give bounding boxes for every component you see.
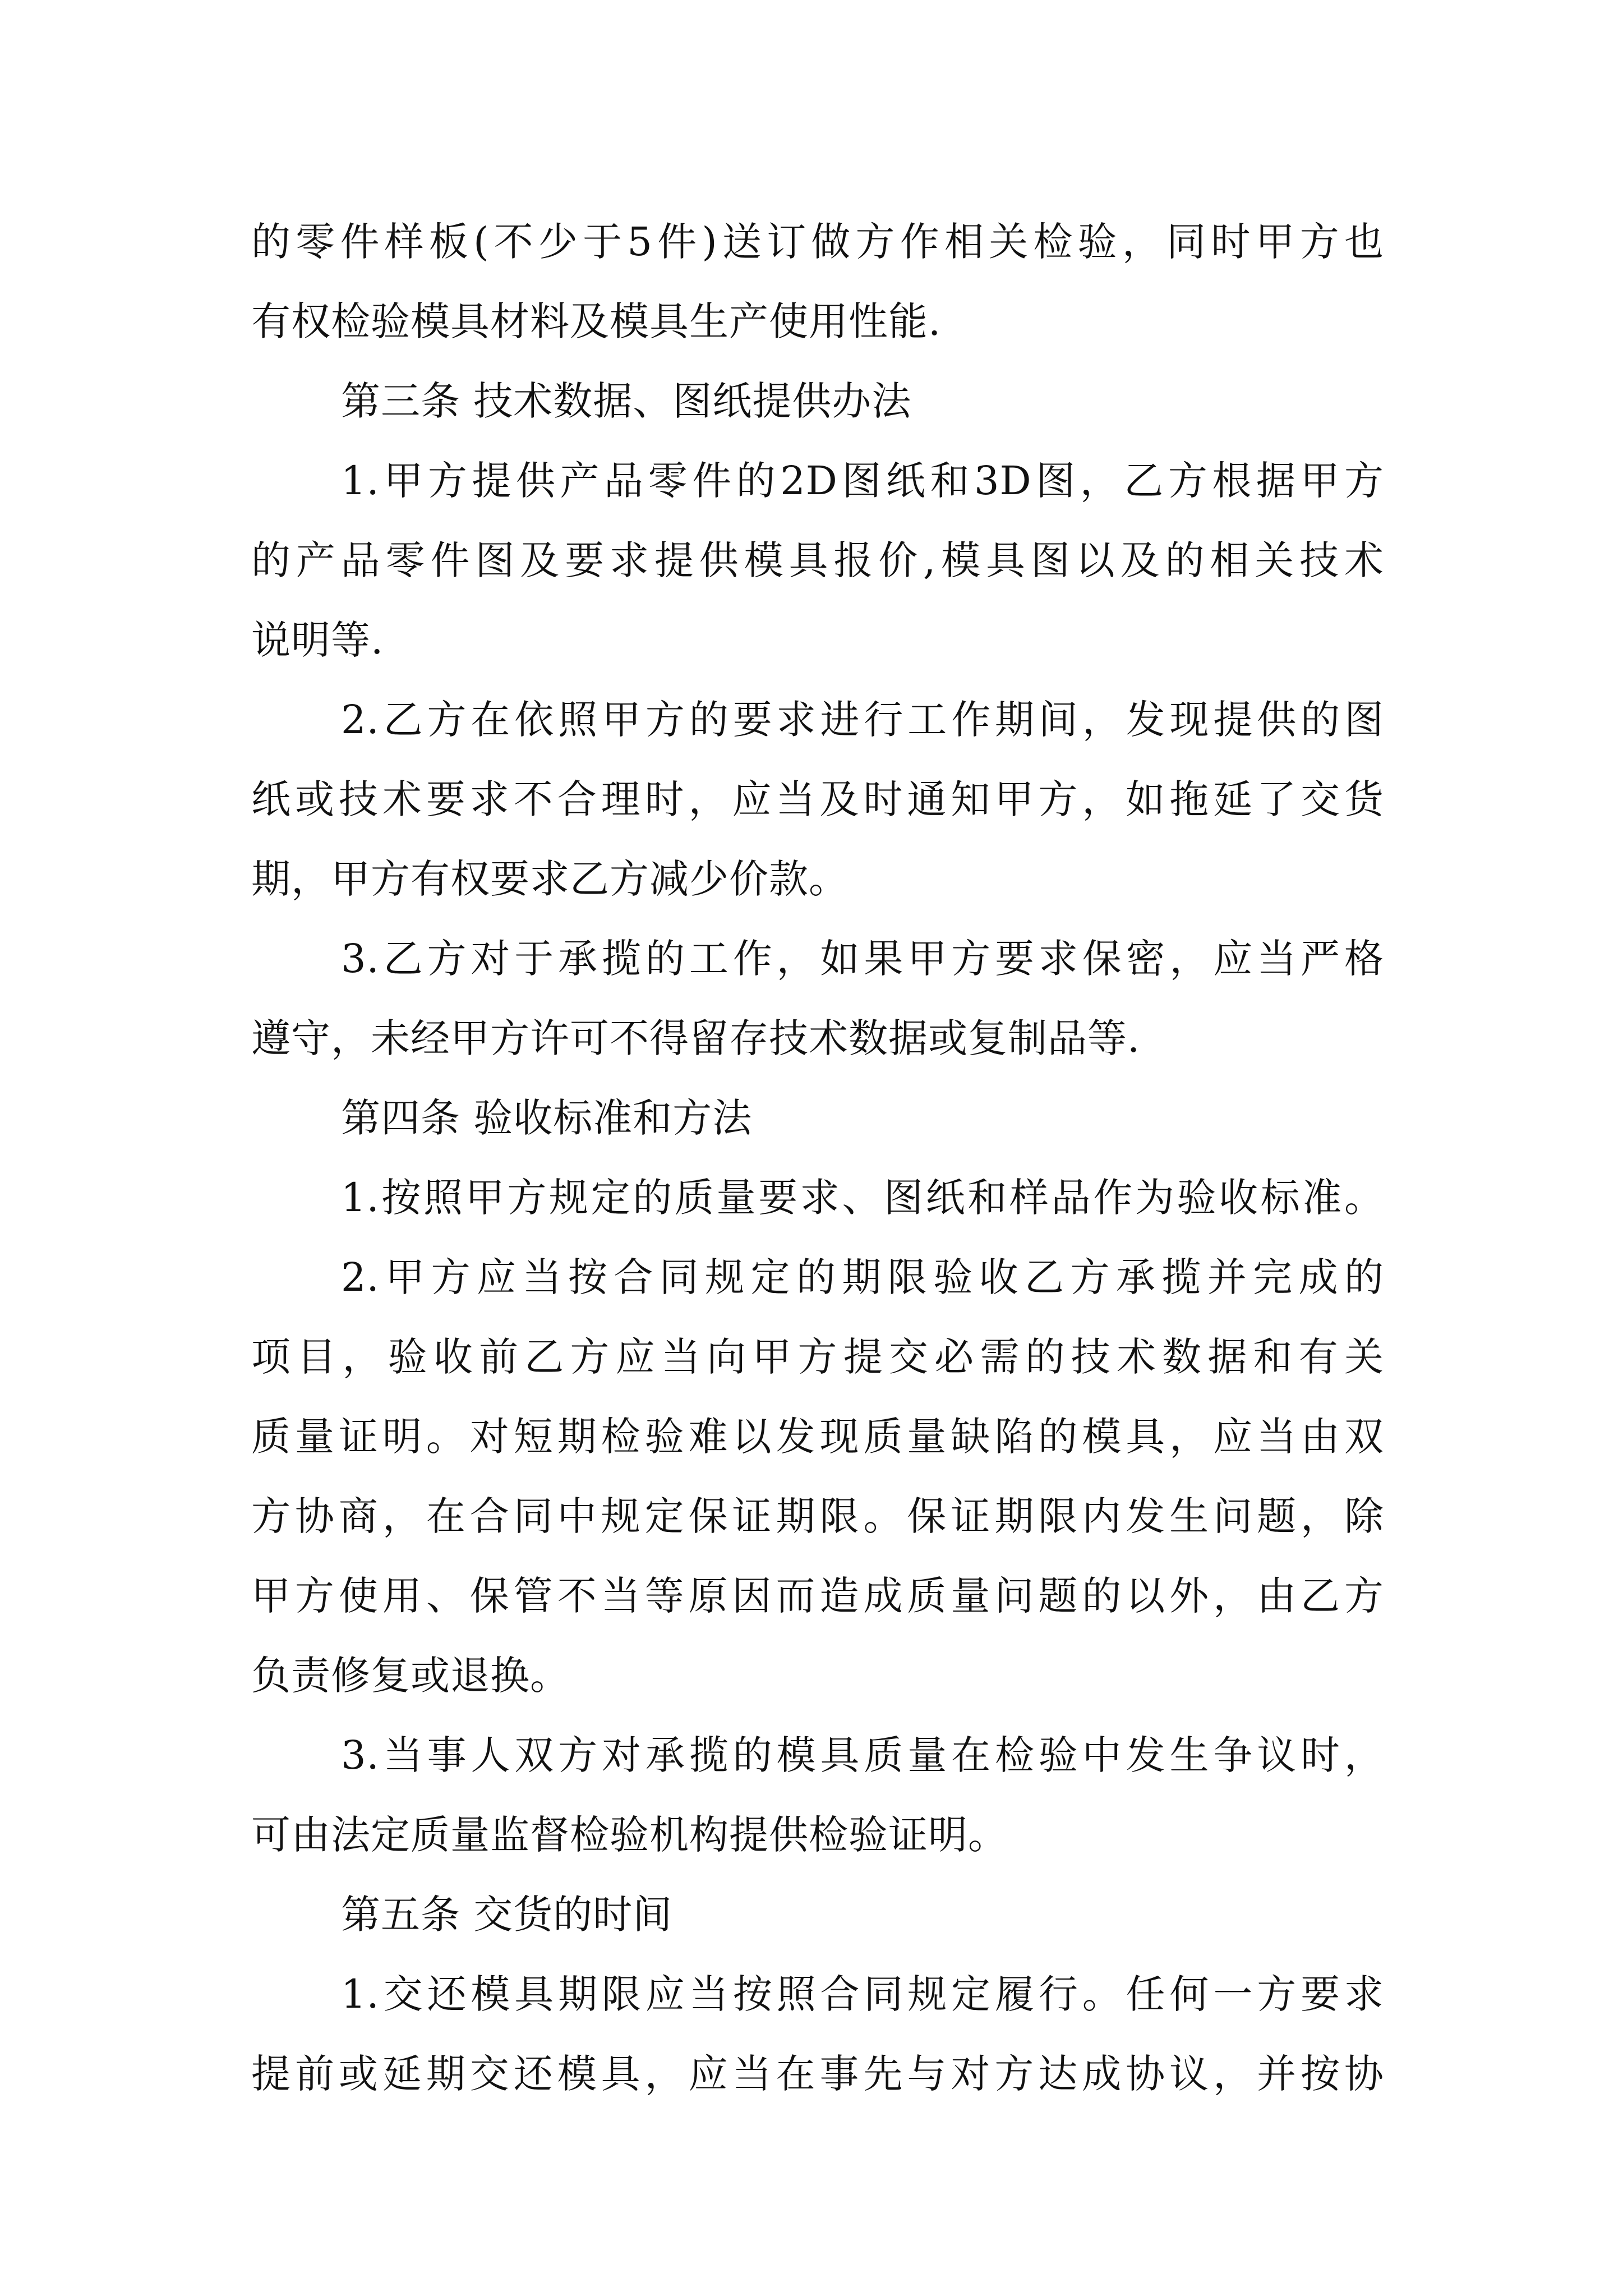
text-line: 1.甲方提供产品零件的2D图纸和3D图，乙方根据甲方: [341, 458, 1384, 504]
text-line: 3.当事人双方对承揽的模具质量在检验中发生争议时，: [341, 1732, 1384, 1778]
text-line: 提前或延期交还模具，应当在事先与对方达成协议，并按协: [251, 2051, 1384, 2097]
text-line: 可由法定质量监督检验机构提供检验证明。: [251, 1812, 1008, 1858]
text-line: 项目，验收前乙方应当向甲方提交必需的技术数据和有关: [251, 1334, 1384, 1380]
text-line: 的零件样板(不少于5件)送订做方作相关检验，同时甲方也: [251, 219, 1384, 265]
text-line: 负责修复或退换。: [251, 1653, 570, 1699]
text-line: 质量证明。对短期检验难以发现质量缺陷的模具，应当由双: [251, 1414, 1384, 1460]
text-line: 3.乙方对于承揽的工作，如果甲方要求保密，应当严格: [341, 936, 1384, 982]
section-heading: 第三条 技术数据、图纸提供办法: [341, 378, 912, 424]
text-line: 方协商，在合同中规定保证期限。保证期限内发生问题，除: [251, 1493, 1384, 1539]
text-line: 1.交还模具期限应当按照合同规定履行。任何一方要求: [341, 1971, 1384, 2017]
text-line: 期，甲方有权要求乙方减少价款。: [251, 856, 849, 902]
section-heading: 第五条 交货的时间: [341, 1892, 673, 1938]
section-heading: 第四条 验收标准和方法: [341, 1095, 753, 1141]
text-line: 有权检验模具材料及模具生产使用性能.: [251, 298, 942, 344]
text-line: 遵守，未经甲方许可不得留存技术数据或复制品等.: [251, 1015, 1141, 1061]
text-line: 1.按照甲方规定的质量要求、图纸和样品作为验收标准。: [341, 1175, 1384, 1221]
contract-text: [251, 202, 1384, 2114]
text-line: 2.甲方应当按合同规定的期限验收乙方承揽并完成的: [341, 1254, 1384, 1300]
text-line: 纸或技术要求不合理时，应当及时通知甲方，如拖延了交货: [251, 776, 1384, 822]
text-line: 甲方使用、保管不当等原因而造成质量问题的以外，由乙方: [251, 1573, 1384, 1619]
text-line: 2.乙方在依照甲方的要求进行工作期间，发现提供的图: [341, 697, 1384, 743]
text-line: 说明等.: [251, 617, 384, 663]
text-line: 的产品零件图及要求提供模具报价,模具图以及的相关技术: [251, 537, 1384, 583]
